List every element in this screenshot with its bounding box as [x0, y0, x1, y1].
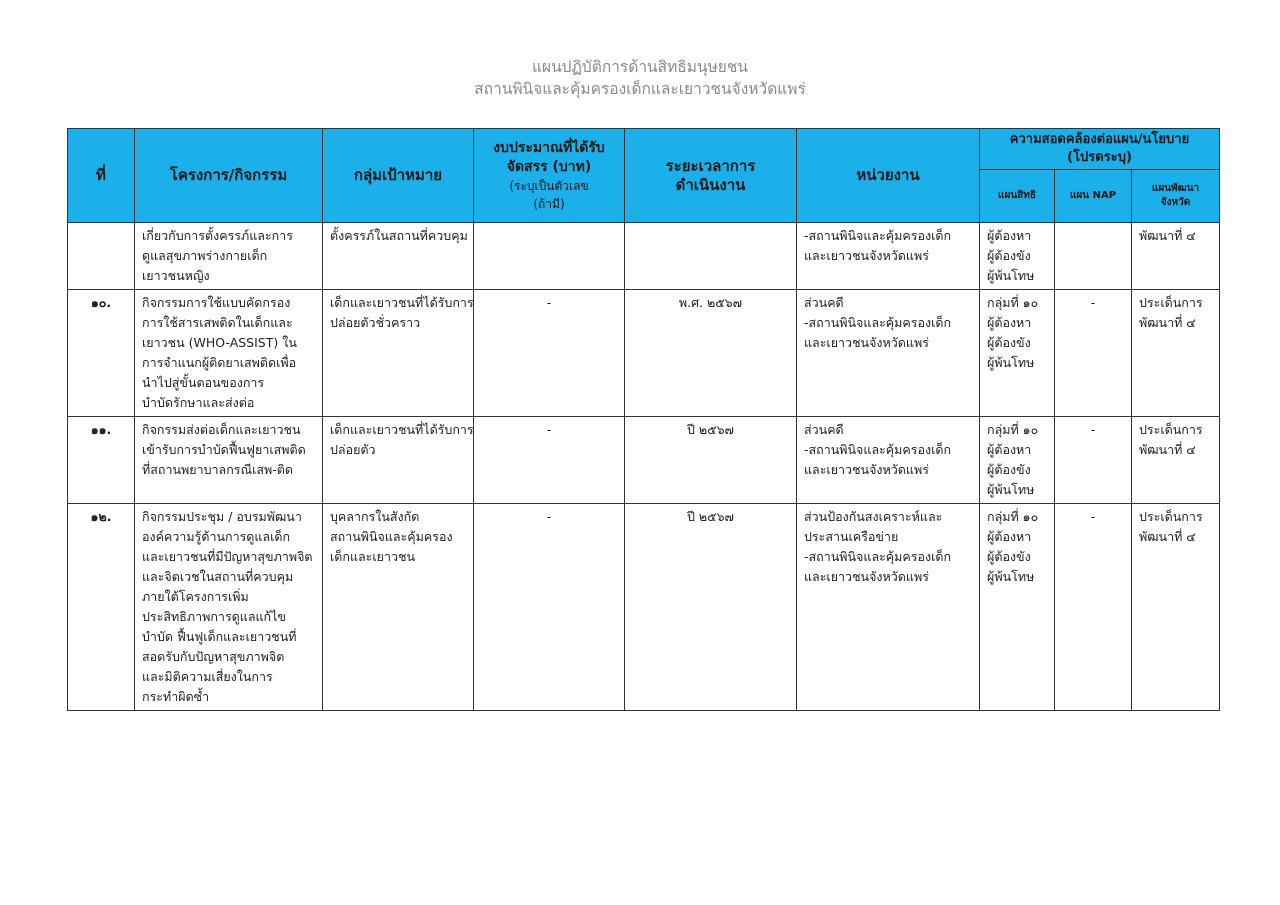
cell-project-line: ประสิทธิภาพการดูแลแก้ไข	[142, 609, 286, 624]
cell-project-line: ภายใต้โครงการเพิ่ม	[142, 589, 249, 604]
cell-rights-plan-line: ผู้พ้นโทษ	[987, 569, 1035, 584]
cell-project-line: เยาวชนหญิง	[142, 268, 210, 283]
header-province-plan	[1132, 170, 1220, 223]
cell-project-line: กิจกรรมการใช้แบบคัดกรอง	[142, 295, 291, 310]
cell-project-line: เข้ารับการบำบัดฟื้นฟูยาเสพติด	[142, 442, 306, 457]
cell-province-plan	[1132, 290, 1220, 417]
cell-project-line: กิจกรรมส่งต่อเด็กและเยาวชน	[142, 422, 301, 437]
cell-target	[323, 290, 474, 417]
cell-province-plan-line: พัฒนาที่ ๔	[1139, 315, 1196, 330]
header-province-line2: จังหวัด	[1160, 197, 1191, 208]
header-budget-line1: งบประมาณที่ได้รับ	[493, 139, 605, 156]
title-line-2: สถานพินิจและคุ้มครองเด็กและเยาวชนจังหวัดแพร่	[474, 80, 806, 98]
cell-rights-plan-line: ผู้พ้นโทษ	[987, 355, 1035, 370]
cell-province-plan-line: ประเด็นการ	[1139, 295, 1203, 310]
cell-agency-line: ประสานเครือข่าย	[804, 529, 899, 544]
header-budget	[474, 129, 625, 223]
cell-nap-plan: -	[1055, 290, 1132, 417]
cell-rights-plan-line: ผู้พ้นโทษ	[987, 482, 1035, 497]
cell-budget	[474, 223, 625, 290]
cell-period: ปี ๒๕๖๗	[625, 504, 797, 711]
cell-budget: -	[474, 417, 625, 504]
cell-no: ๑๒.	[68, 504, 135, 711]
cell-project-line: ที่สถานพยาบาลกรณีเสพ-ติด	[142, 462, 293, 477]
cell-rights-plan-line: ผู้ต้องขัง	[987, 549, 1031, 564]
cell-target-line: ตั้งครรภ์ในสถานที่ควบคุม	[330, 228, 468, 243]
cell-province-plan-line: พัฒนาที่ ๔	[1139, 442, 1196, 457]
cell-rights-plan-line: ผู้ต้องหา	[987, 315, 1032, 330]
cell-target	[323, 223, 474, 290]
cell-project-line: บำบัด ฟื้นฟูเด็กและเยาวชนที่	[142, 629, 297, 644]
cell-project	[135, 223, 323, 290]
cell-agency	[797, 290, 980, 417]
cell-project-line: เกี่ยวกับการตั้งครรภ์และการ	[142, 228, 293, 243]
header-alignment	[980, 129, 1220, 170]
cell-agency-line: และเยาวชนจังหวัดแพร่	[804, 569, 929, 584]
header-agency: หน่วยงาน	[797, 129, 980, 223]
cell-project-line: และเยาวชนที่มีปัญหาสุขภาพจิต	[142, 549, 313, 564]
header-rights-plan: แผนสิทธิ	[980, 170, 1055, 223]
cell-province-plan	[1132, 504, 1220, 711]
table-header	[68, 129, 1220, 223]
cell-rights-plan-line: ผู้ต้องขัง	[987, 462, 1031, 477]
cell-province-plan	[1132, 223, 1220, 290]
header-nap-plan: แผน NAP	[1055, 170, 1132, 223]
title-line-1: แผนปฏิบัติการด้านสิทธิมนุษยชน	[532, 58, 748, 76]
cell-rights-plan-line: ผู้ต้องหา	[987, 228, 1032, 243]
cell-target-line: เด็กและเยาวชนที่ได้รับการ	[330, 295, 474, 310]
cell-period	[625, 223, 797, 290]
cell-rights-plan-line: กลุ่มที่ ๑๐	[987, 295, 1039, 310]
cell-project	[135, 504, 323, 711]
cell-province-plan-line: พัฒนาที่ ๔	[1139, 228, 1196, 243]
cell-province-plan	[1132, 417, 1220, 504]
cell-project-line: การใช้สารเสพติดในเด็กและ	[142, 315, 293, 330]
cell-rights-plan-line: ผู้พ้นโทษ	[987, 268, 1035, 283]
header-budget-line2: จัดสรร (บาท)	[506, 158, 592, 175]
cell-target-line: เด็กและเยาวชน	[330, 549, 416, 564]
cell-project-line: การจำแนกผู้ติดยาเสพติดเพื่อ	[142, 355, 297, 370]
table-row	[68, 504, 1220, 711]
cell-project-line: องค์ความรู้ด้านการดูแลเด็ก	[142, 529, 291, 544]
header-period-line2: ดำเนินงาน	[675, 175, 746, 194]
header-province-line1: แผนพัฒนา	[1151, 183, 1200, 194]
table-row	[68, 417, 1220, 504]
cell-target-line: เด็กและเยาวชนที่ได้รับการ	[330, 422, 474, 437]
cell-agency	[797, 417, 980, 504]
header-budget-note1: (ระบุเป็นตัวเลข	[509, 178, 589, 193]
cell-period: ปี ๒๕๖๗	[625, 417, 797, 504]
cell-budget: -	[474, 504, 625, 711]
cell-agency-line: และเยาวชนจังหวัดแพร่	[804, 248, 929, 263]
cell-project-line: กระทำผิดซ้ำ	[142, 689, 210, 704]
cell-nap-plan	[1055, 223, 1132, 290]
table-row	[68, 290, 1220, 417]
header-target: กลุ่มเป้าหมาย	[323, 129, 474, 223]
cell-project-line: สอดรับกับปัญหาสุขภาพจิต	[142, 649, 285, 664]
cell-rights-plan-line: ผู้ต้องหา	[987, 442, 1032, 457]
action-plan-table	[67, 128, 1220, 711]
cell-budget: -	[474, 290, 625, 417]
cell-agency-line: และเยาวชนจังหวัดแพร่	[804, 462, 929, 477]
cell-province-plan-line: พัฒนาที่ ๔	[1139, 529, 1196, 544]
cell-project-line: กิจกรรมประชุม / อบรมพัฒนา	[142, 509, 302, 524]
cell-agency-line: ส่วนป้องกันสงเคราะห์และ	[804, 509, 943, 524]
cell-project-line: บำบัดรักษาและส่งต่อ	[142, 395, 255, 410]
cell-province-plan-line: ประเด็นการ	[1139, 509, 1203, 524]
header-alignment-line2: (โปรดระบุ)	[1067, 150, 1132, 165]
cell-rights-plan-line: ผู้ต้องขัง	[987, 248, 1031, 263]
cell-agency-line: ส่วนคดี	[804, 295, 844, 310]
cell-agency-line: และเยาวชนจังหวัดแพร่	[804, 335, 929, 350]
header-no: ที่	[68, 129, 135, 223]
cell-target-line: สถานพินิจและคุ้มครอง	[330, 529, 453, 544]
cell-project	[135, 417, 323, 504]
cell-rights-plan	[980, 290, 1055, 417]
cell-nap-plan: -	[1055, 504, 1132, 711]
cell-project-line: ดูแลสุขภาพร่างกายเด็ก	[142, 248, 268, 263]
cell-target	[323, 417, 474, 504]
table-row	[68, 223, 1220, 290]
cell-rights-plan-line: กลุ่มที่ ๑๐	[987, 509, 1039, 524]
header-period-line1: ระยะเวลาการ	[665, 156, 756, 175]
cell-rights-plan	[980, 223, 1055, 290]
cell-project	[135, 290, 323, 417]
cell-agency	[797, 504, 980, 711]
document-title	[0, 56, 1280, 100]
cell-rights-plan-line: ผู้ต้องหา	[987, 529, 1032, 544]
cell-rights-plan-line: กลุ่มที่ ๑๐	[987, 422, 1039, 437]
cell-target-line: ปล่อยตัวชั่วคราว	[330, 315, 421, 330]
cell-project-line: เยาวชน (WHO-ASSIST) ใน	[142, 335, 297, 350]
cell-agency-line: -สถานพินิจและคุ้มครองเด็ก	[804, 442, 952, 457]
cell-no: ๑๑.	[68, 417, 135, 504]
cell-target-line: บุคลากรในสังกัด	[330, 509, 420, 524]
cell-target	[323, 504, 474, 711]
header-project: โครงการ/กิจกรรม	[135, 129, 323, 223]
header-budget-note2: (ถ้ามี)	[533, 196, 565, 211]
cell-rights-plan-line: ผู้ต้องขัง	[987, 335, 1031, 350]
cell-province-plan-line: ประเด็นการ	[1139, 422, 1203, 437]
table-body	[68, 223, 1220, 711]
cell-project-line: และจิตเวชในสถานที่ควบคุม	[142, 569, 294, 584]
cell-rights-plan	[980, 417, 1055, 504]
cell-agency-line: -สถานพินิจและคุ้มครองเด็ก	[804, 315, 952, 330]
cell-no	[68, 223, 135, 290]
cell-agency-line: -สถานพินิจและคุ้มครองเด็ก	[804, 549, 952, 564]
cell-agency-line: ส่วนคดี	[804, 422, 844, 437]
header-period	[625, 129, 797, 223]
cell-project-line: และมิติความเสี่ยงในการ	[142, 669, 273, 684]
cell-no: ๑๐.	[68, 290, 135, 417]
cell-period: พ.ศ. ๒๕๖๗	[625, 290, 797, 417]
cell-rights-plan	[980, 504, 1055, 711]
cell-agency-line: -สถานพินิจและคุ้มครองเด็ก	[804, 228, 952, 243]
cell-target-line: ปล่อยตัว	[330, 442, 376, 457]
cell-agency	[797, 223, 980, 290]
cell-project-line: นำไปสู่ขั้นตอนของการ	[142, 375, 265, 390]
cell-nap-plan: -	[1055, 417, 1132, 504]
header-alignment-line1: ความสอดคล้องต่อแผน/นโยบาย	[1009, 132, 1190, 147]
